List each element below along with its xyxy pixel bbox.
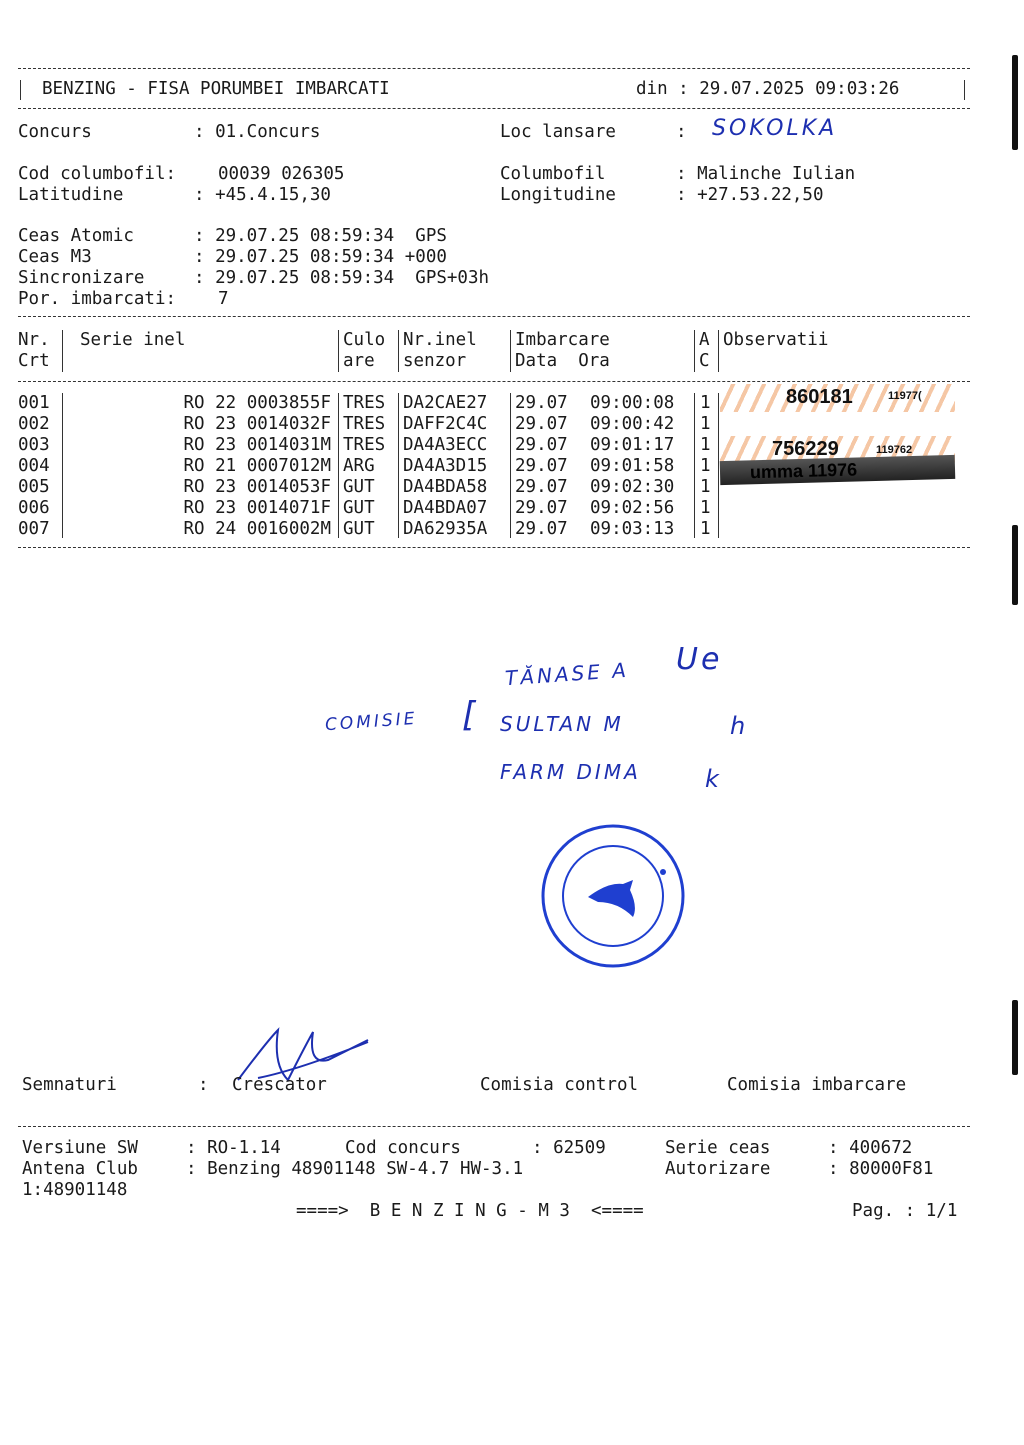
columbofil-label: Columbofil [500, 164, 606, 184]
divider [694, 393, 695, 538]
serie-ceas-value: : 400672 [828, 1138, 913, 1158]
handwritten-initials-2: h [730, 712, 749, 740]
loc-lansare-label: Loc lansare [500, 122, 616, 142]
cell-serie: RO 24 0016002M [183, 519, 331, 539]
cell-senzor: DA4A3ECC [403, 435, 488, 455]
cod-concurs-label: Cod concurs [345, 1138, 461, 1158]
divider [510, 393, 511, 538]
ticket-number: 756229 [772, 438, 839, 460]
comisia-control-label: Comisia control [480, 1075, 639, 1095]
page-number: Pag. : 1/1 [852, 1201, 958, 1221]
semnaturi-label: Semnaturi [22, 1075, 117, 1095]
cell-culoare: TRES [343, 393, 386, 413]
divider [964, 80, 965, 100]
cell-nr: 001 [18, 393, 50, 413]
cell-ac: 1 [700, 414, 711, 434]
ceas-atomic-label: Ceas Atomic [18, 226, 134, 246]
cell-senzor: DA4BDA58 [403, 477, 488, 497]
handwritten-name-1: TĂNASE A [504, 657, 630, 691]
autorizare-label: Autorizare [665, 1159, 771, 1179]
cell-ac: 1 [700, 498, 711, 518]
cell-nr: 006 [18, 498, 50, 518]
cell-nr: 005 [18, 477, 50, 497]
club-stamp [538, 822, 688, 970]
observation-ticket-smudged [720, 455, 956, 485]
scan-mark [1012, 55, 1018, 150]
divider [18, 381, 970, 382]
cell-culoare: GUT [343, 498, 375, 518]
cell-nr: 002 [18, 414, 50, 434]
cell-culoare: TRES [343, 435, 386, 455]
cell-data: 29.07 [515, 393, 568, 413]
cod-columbofil-label: Cod columbofil: [18, 164, 177, 184]
antena-value: : Benzing 48901148 SW-4.7 HW-3.1 [186, 1159, 524, 1179]
divider [20, 80, 21, 100]
cell-data: 29.07 [515, 519, 568, 539]
divider [18, 108, 970, 109]
cell-ora: 09:00:42 [590, 414, 675, 434]
page-title: BENZING - FISA PORUMBEI IMBARCATI [42, 79, 390, 99]
header-culo: Culo [343, 330, 386, 350]
ceas-atomic-value: : 29.07.25 08:59:34 GPS [194, 226, 447, 246]
cell-serie: RO 22 0003855F [183, 393, 331, 413]
divider [18, 1126, 970, 1127]
divider [338, 330, 339, 372]
longitudine-label: Longitudine [500, 185, 616, 205]
header-nr: Nr. [18, 330, 50, 350]
crescator-label: Crescator [232, 1075, 327, 1095]
concurs-value: : 01.Concurs [194, 122, 321, 142]
divider [398, 393, 399, 538]
cell-ac: 1 [700, 393, 711, 413]
divider [338, 393, 339, 538]
comisia-imbarcare-label: Comisia imbarcare [727, 1075, 907, 1095]
cell-senzor: DA4BDA07 [403, 498, 488, 518]
header-a: A [699, 330, 710, 350]
date-label: din : 29.07.2025 09:03:26 [636, 79, 900, 99]
ticket-code: 119762 [876, 444, 913, 456]
cell-serie: RO 23 0014071F [183, 498, 331, 518]
cell-senzor: DAFF2C4C [403, 414, 488, 434]
ceas-m3-label: Ceas M3 [18, 247, 92, 267]
cell-serie: RO 23 0014031M [183, 435, 331, 455]
header-serie: Serie inel [80, 330, 186, 350]
cell-culoare: GUT [343, 519, 375, 539]
cell-serie: RO 23 0014032F [183, 414, 331, 434]
cell-culoare: GUT [343, 477, 375, 497]
cell-data: 29.07 [515, 477, 568, 497]
ticket-number: umma 11976 [749, 459, 858, 483]
cell-serie: RO 23 0014053F [183, 477, 331, 497]
cell-senzor: DA62935A [403, 519, 488, 539]
cell-nr: 003 [18, 435, 50, 455]
versiune-label: Versiune SW [22, 1138, 138, 1158]
cell-data: 29.07 [515, 498, 568, 518]
cell-ac: 1 [700, 456, 711, 476]
ticket-code: 11977( [888, 390, 922, 402]
scan-mark [1012, 525, 1018, 605]
divider [510, 330, 511, 372]
ticket-number: 860181 [786, 386, 853, 408]
date-value: 29.07.2025 09:03:26 [699, 79, 900, 99]
scan-mark [1012, 1000, 1018, 1075]
versiune-value: : RO-1.14 [186, 1138, 281, 1158]
handwritten-name-3: FARM DIMA [500, 760, 641, 784]
handwritten-initials-3: k [705, 765, 722, 793]
sincronizare-label: Sincronizare [18, 268, 145, 288]
serie-ceas-label: Serie ceas [665, 1138, 771, 1158]
concurs-label: Concurs [18, 122, 92, 142]
cell-ora: 09:02:56 [590, 498, 675, 518]
columbofil-value: : Malinche Iulian [676, 164, 856, 184]
cell-data: 29.07 [515, 435, 568, 455]
cell-senzor: DA4A3D15 [403, 456, 488, 476]
benzing-banner: ====> B E N Z I N G - M 3 <==== [296, 1201, 644, 1221]
cell-culoare: ARG [343, 456, 375, 476]
cell-ora: 09:00:08 [590, 393, 675, 413]
header-senzor1: Nr.inel [403, 330, 477, 350]
cell-ora: 09:01:17 [590, 435, 675, 455]
por-imbarcati-value: 7 [218, 289, 229, 309]
header-c: C [699, 351, 710, 371]
header-data-ora: Data Ora [515, 351, 610, 371]
handwritten-comisie: COMISIE [324, 708, 419, 736]
divider [398, 330, 399, 372]
divider [62, 330, 63, 372]
cell-ora: 09:03:13 [590, 519, 675, 539]
latitudine-value: : +45.4.15,30 [194, 185, 331, 205]
cell-data: 29.07 [515, 456, 568, 476]
divider [18, 68, 970, 69]
cell-data: 29.07 [515, 414, 568, 434]
header-are: are [343, 351, 375, 371]
cod-concurs-value: : 62509 [532, 1138, 606, 1158]
longitudine-value: : +27.53.22,50 [676, 185, 824, 205]
autorizare-value: : 80000F81 [828, 1159, 934, 1179]
cell-nr: 004 [18, 456, 50, 476]
antena-id: 1:48901148 [22, 1180, 128, 1200]
header-crt: Crt [18, 351, 50, 371]
cell-ac: 1 [700, 519, 711, 539]
cell-ac: 1 [700, 477, 711, 497]
latitudine-label: Latitudine [18, 185, 124, 205]
header-observatii: Observatii [723, 330, 829, 350]
sincronizare-value: : 29.07.25 08:59:34 GPS+03h [194, 268, 490, 288]
divider [18, 316, 970, 317]
cell-nr: 007 [18, 519, 50, 539]
cell-culoare: TRES [343, 414, 386, 434]
por-imbarcati-label: Por. imbarcati: [18, 289, 177, 309]
cell-ora: 09:01:58 [590, 456, 675, 476]
cell-senzor: DA2CAE27 [403, 393, 488, 413]
handwritten-name-2: SULTAN M [500, 712, 624, 736]
handwritten-bracket: [ [462, 695, 476, 735]
cell-ac: 1 [700, 435, 711, 455]
divider [718, 330, 719, 372]
header-imbarcare: Imbarcare [515, 330, 610, 350]
header-senzor2: senzor [403, 351, 467, 371]
divider [62, 393, 63, 538]
divider [18, 547, 970, 548]
cell-serie: RO 21 0007012M [183, 456, 331, 476]
handwritten-initials-1: Ue [676, 642, 723, 677]
divider [694, 330, 695, 372]
loc-lansare-value: SOKOLKA [712, 116, 838, 141]
colon: : [198, 1075, 209, 1095]
cod-columbofil-value: 00039 026305 [218, 164, 345, 184]
observation-ticket [720, 384, 955, 412]
colon: : [676, 122, 687, 142]
cell-ora: 09:02:30 [590, 477, 675, 497]
antena-label: Antena Club [22, 1159, 138, 1179]
ceas-m3-value: : 29.07.25 08:59:34 +000 [194, 247, 447, 267]
